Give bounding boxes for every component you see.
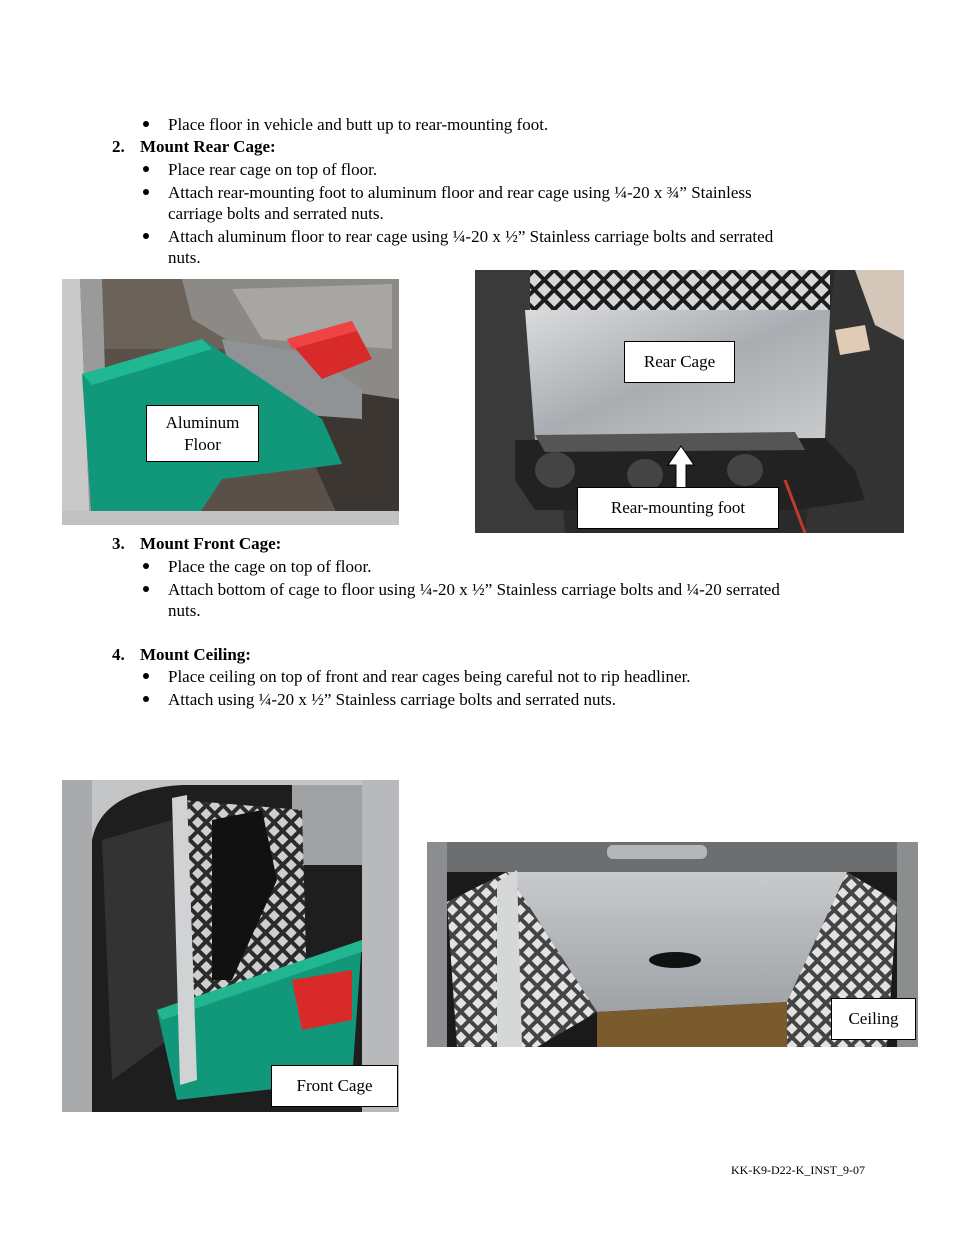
bullet-dot	[143, 189, 149, 195]
step3-bullet-2-line1: Attach bottom of cage to floor using ¼-20 x ½” Stainless carriage bolts and ¼-20 serrated	[168, 580, 780, 599]
bullet-dot	[143, 696, 149, 702]
aluminum-floor-label	[146, 405, 259, 462]
step4-bullet-1: Place ceiling on top of front and rear cages being careful not to rip headliner.	[168, 667, 691, 686]
step4-number: 4.	[112, 645, 125, 664]
bullet-dot	[143, 233, 149, 239]
step3-heading: Mount Front Cage:	[140, 534, 282, 553]
step2-number: 2.	[112, 137, 125, 156]
step2-bullet-3-line1: Attach aluminum floor to rear cage using ¼-20 x ½” Stainless carriage bolts and serrated	[168, 227, 774, 246]
step3-bullet-2-line2: nuts.	[168, 601, 201, 620]
ceiling-label	[831, 998, 916, 1040]
aluminum-floor-label-line2: Floor	[184, 434, 221, 454]
bullet-dot	[143, 673, 149, 679]
step4-heading: Mount Ceiling:	[140, 645, 251, 664]
step3-bullet-1: Place the cage on top of floor.	[168, 557, 372, 576]
rear-cage-label-text: Rear Cage	[643, 352, 716, 371]
step2-bullet-2-line2: carriage bolts and serrated nuts.	[168, 204, 384, 223]
ceiling-label-text: Ceiling	[848, 1009, 899, 1028]
bullet-dot	[143, 563, 149, 569]
rear-mounting-foot-label-text: Rear-mounting foot	[610, 498, 746, 517]
step2-bullet-3-line2: nuts.	[168, 248, 201, 267]
step2-bullet-2-line1: Attach rear-mounting foot to aluminum floor and rear cage using ¼-20 x ¾” Stainless	[168, 183, 752, 202]
aluminum-floor-photo	[62, 279, 399, 525]
step2-bullet-1: Place rear cage on top of floor.	[168, 160, 378, 179]
front-cage-label	[271, 1065, 398, 1107]
front-cage-label-text: Front Cage	[296, 1076, 373, 1095]
aluminum-floor-label-line1: Aluminum	[165, 412, 240, 432]
bullet-dot	[143, 166, 149, 172]
step2-heading: Mount Rear Cage:	[140, 137, 276, 156]
bullet-dot	[143, 586, 149, 592]
rear-mounting-foot-label	[577, 487, 779, 529]
document-code: KK-K9-D22-K_INST_9-07	[731, 1163, 865, 1177]
up-arrow-icon	[666, 445, 696, 490]
front-cage-photo	[62, 780, 399, 1112]
step3-number: 3.	[112, 534, 125, 553]
step4-bullet-2: Attach using ¼-20 x ½” Stainless carriage bolts and serrated nuts.	[168, 690, 617, 709]
step1-bullet-1: Place floor in vehicle and butt up to rear-mounting foot.	[168, 115, 549, 134]
bullet-dot	[143, 121, 149, 127]
rear-cage-label	[624, 341, 735, 383]
